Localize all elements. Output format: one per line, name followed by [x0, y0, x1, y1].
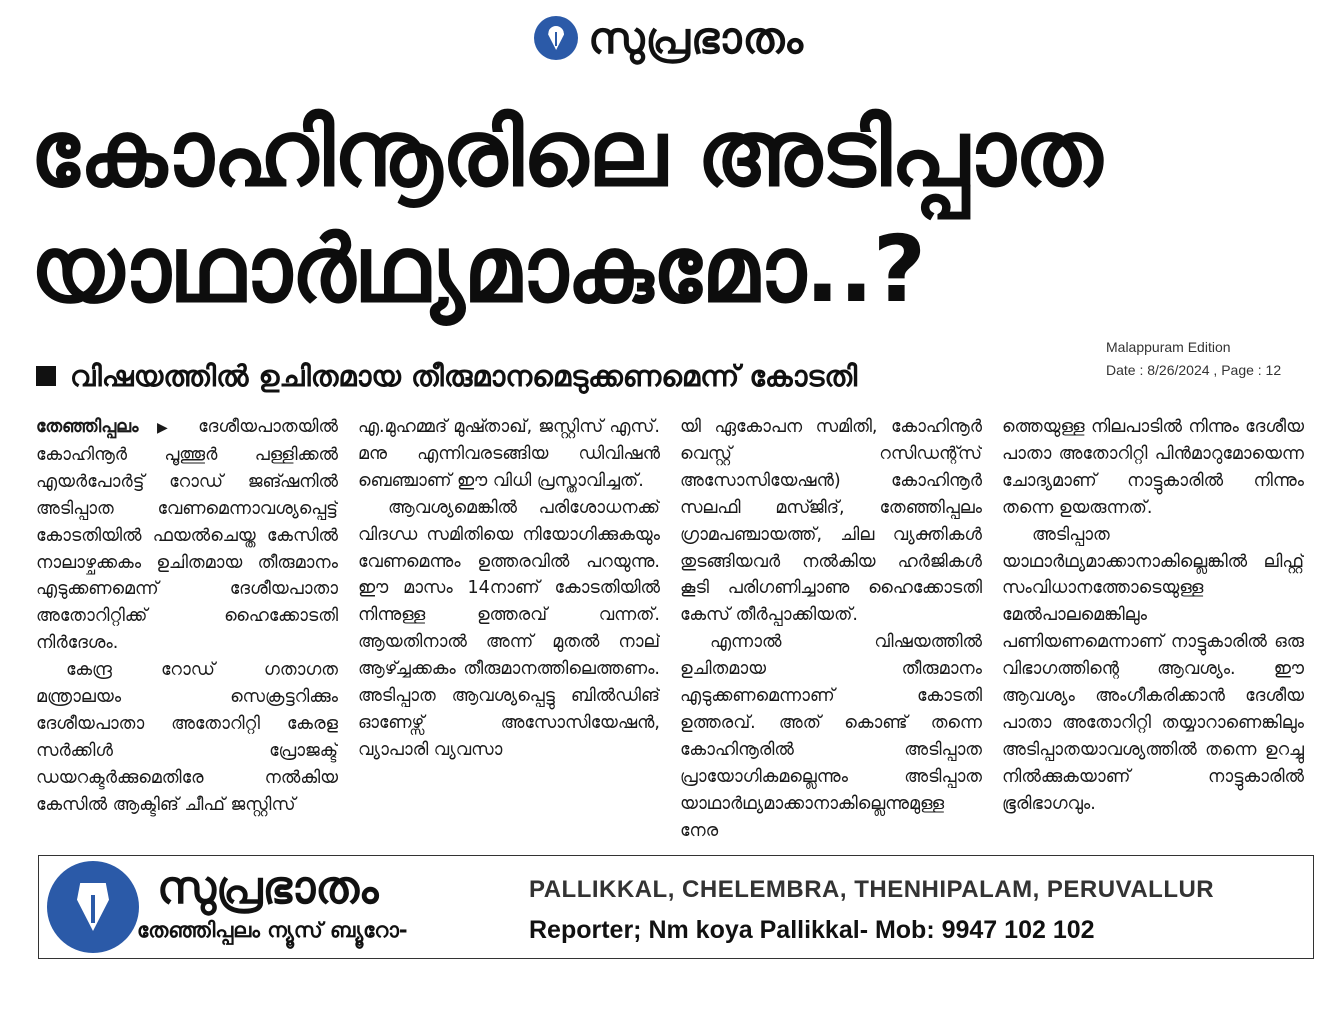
article-paragraph: ത്തെയുള്ള നിലപാടിൽ നിന്നും ദേശീയ പാതാ അതോറിറ്റി പിൻമാറുമോയെന്ന ചോദ്യമാണ് നാട്ടുകാരിൽ നിന്നും തന്നെ ഉയരുന്നത്.	[1002, 417, 1304, 518]
subheadline-text: വിഷയത്തിൽ ഉചിതമായ തീരുമാനമെടുക്കണമെന്ന് കോടതി	[70, 358, 858, 393]
article-paragraph: തേഞ്ഞിപ്പലം ▶ ദേശീയപാതയിൽ കോഹിനൂർ പൂത്തൂർ പള്ളിക്കൽ എയർപോർട്ട് റോഡ് ജങ്ഷനിൽ അടിപ്പാത വേണമെന്നാവശ്യപ്പെട്ട് കോടതിയിൽ ഫയൽചെയ്ത കേസിൽ നാലാഴ്ചക്കകം ഉചിതമായ തീരുമാനം എടുക്കണമെന്ന് ദേശീയപാതാ അതോറിറ്റിക്ക് ഹൈക്കോടതി നിർദേശം.	[36, 417, 338, 654]
edition-name: Malappuram Edition	[1106, 339, 1231, 355]
dateline: തേഞ്ഞിപ്പലം ▶	[36, 417, 181, 437]
footer-places: PALLIKKAL, CHELEMBRA, THENHIPALAM, PERUVALLUR	[529, 876, 1215, 903]
headline-line-1: കോഹിനൂരിലെ അടിപ്പാത	[30, 100, 1102, 207]
article-column-3	[680, 414, 982, 844]
subheadline	[36, 350, 1036, 402]
pen-nib-logo-icon	[47, 861, 139, 953]
article-body	[36, 414, 1304, 844]
footer-banner	[38, 855, 1314, 959]
footer-bureau: തേഞ്ഞിപ്പലം ന്യൂസ് ബ്യൂറോ-	[137, 918, 408, 942]
article-column-4	[1002, 414, 1304, 844]
masthead-name: സുപ്രഭാതം	[588, 12, 804, 64]
article-paragraph: അടിപ്പാത യാഥാർഥ്യമാക്കാനാകില്ലെങ്കിൽ ലിഫ്റ്റ് സംവിധാനത്തോടെയുള്ള മേൽപാലമെങ്കിലും പണിയണമെന്നാണ് നാട്ടുകാരിൽ ഒരു വിഭാഗത്തിന്റെ ആവശ്യം. ഈ ആവശ്യം അംഗീകരിക്കാൻ ദേശീയ പാതാ അതോറിറ്റി തയ്യാറാണെങ്കിലും അടിപ്പാതയാവശ്യത്തിൽ തന്നെ ഉറച്ചു നിൽക്കുകയാണ് നാട്ടുകാരിൽ ഭൂരിഭാഗവും.	[1002, 524, 1304, 814]
article-paragraph: എ.മുഹമ്മദ് മുഷ്താഖ്, ജസ്റ്റിസ് എസ്. മനു എന്നിവരടങ്ങിയ ഡിവിഷൻ ബെഞ്ചാണ് ഈ വിധി പ്രസ്താവിച്ചത്.	[358, 417, 660, 491]
article-column-2	[358, 414, 660, 844]
article-paragraph: കേന്ദ്ര റോഡ് ഗതാഗത മന്ത്രാലയം സെക്രട്ടറിക്കും ദേശീയപാതാ അതോറിറ്റി കേരള സർക്കിൾ പ്രോജക്ട് ഡയറക്ടർക്കുമെതിരേ നൽകിയ കേസിൽ ആക്ടിങ് ചീഫ് ജസ്റ്റിസ്	[36, 660, 338, 815]
article-paragraph: യി ഏകോപന സമിതി, കോഹിനൂർ വെസ്റ്റ് റസിഡന്റ്സ് അസോസിയേഷൻ) കോഹിനൂർ സലഫി മസ്ജിദ്, തേഞ്ഞിപ്പലം ഗ്രാമപഞ്ചായത്ത്, ചില വ്യക്തികൾ തുടങ്ങിയവർ നൽകിയ ഹർജികൾ കൂടി പരിഗണിച്ചാണു ഹൈക്കോടതി കേസ് തീർപ്പാക്കിയത്.	[680, 417, 982, 626]
edition-info	[1106, 336, 1326, 382]
article-paragraph: ആവശ്യമെങ്കിൽ പരിശോധനക്ക് വിദഗ്ധ സമിതിയെ നിയോഗിക്കുകയും വേണമെന്നും ഉത്തരവിൽ പറയുന്നു. ഈ മാസം 14നാണ് കോടതിയിൽ നിന്നുള്ള ഉത്തരവ് വന്നത്. ആയതിനാൽ അന്ന് മുതൽ നാല് ആഴ്ച്ചക്കകം തീരുമാനത്തിലെത്തണം. അടിപ്പാത ആവശ്യപ്പെട്ടു ബിൽഡിങ് ഓണേഴ്സ് അസോസിയേഷൻ, വ്യാപാരി വ്യവസാ	[358, 497, 660, 760]
headline-line-2: യാഥാർഥ്യമാകുമോ..?	[30, 216, 926, 323]
headline	[30, 96, 1130, 328]
edition-date-page: Date : 8/26/2024 , Page : 12	[1106, 362, 1282, 378]
pen-nib-logo-icon	[534, 16, 578, 60]
footer-masthead-name: സുപ്രഭാതം	[157, 860, 379, 914]
masthead	[0, 6, 1338, 70]
footer-reporter: Reporter; Nm koya Pallikkal- Mob: 9947 102 102	[529, 916, 1095, 944]
square-bullet-icon	[36, 366, 56, 386]
article-paragraph: എന്നാൽ വിഷയത്തിൽ ഉചിതമായ തീരുമാനം എടുക്കണമെന്നാണ് കോടതി ഉത്തരവ്. അത് കൊണ്ട് തന്നെ കോഹിനൂരിൽ അടിപ്പാത പ്രായോഗികമല്ലെന്നും അടിപ്പാത യാഥാർഥ്യമാക്കാനാകില്ലെന്നുമുള്ള നേര	[680, 632, 982, 841]
dateline-arrow-icon: ▶	[157, 420, 181, 436]
article-column-1	[36, 414, 338, 844]
